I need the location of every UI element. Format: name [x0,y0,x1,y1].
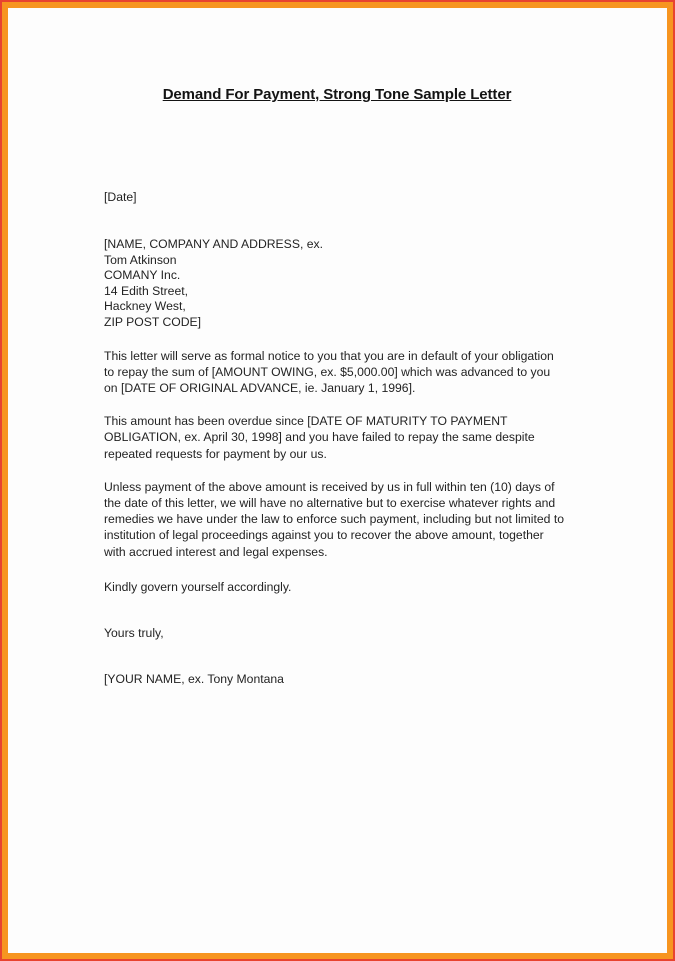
page-title: Demand For Payment, Strong Tone Sample Letter [162,86,512,103]
body-paragraph: This amount has been overdue since [DATE OF MATURITY TO PAYMENT OBLIGATION, ex. April 30, 1998] and you have failed to repay the same despite repeated requests for payment by our us. [104,414,535,461]
recipient-address-block [104,205,564,331]
signature-placeholder: [YOUR NAME, ex. Tony Montana [104,672,284,687]
body-paragraph: Unless payment of the above amount is received by us in full within ten (10) days of the date of this letter, we will have no alternative but to exercise whatever rights and remedies we have under the law to enforce such payment, including but not limited to institution of legal proceedings against you to recover the above amount, together with accrued interest and legal expenses. [104,479,565,559]
address-line: 14 Edith Street, [104,283,189,298]
body-paragraph: This letter will serve as formal notice to you that you are in default of your obligation to repay the sum of [AMOUNT OWING, ex. $5,000.00] which was advanced to you on [DATE OF ORIGINAL ADVANCE, ie. January 1, 1996]. [104,348,554,395]
address-line: ZIP POST CODE] [104,314,202,329]
address-line: Hackney West, [104,299,186,314]
letter-sheet [8,8,667,953]
address-line: COMANY Inc. [104,268,181,283]
closing-instruction: Kindly govern yourself accordingly. [104,579,292,594]
closing-salutation: Yours truly, [104,626,164,640]
letter-content [104,86,564,687]
page-border-inner [2,2,673,959]
date-placeholder: [Date] [104,190,137,204]
address-line: [NAME, COMPANY AND ADDRESS, ex. [104,237,323,251]
address-line: Tom Atkinson [104,252,177,267]
